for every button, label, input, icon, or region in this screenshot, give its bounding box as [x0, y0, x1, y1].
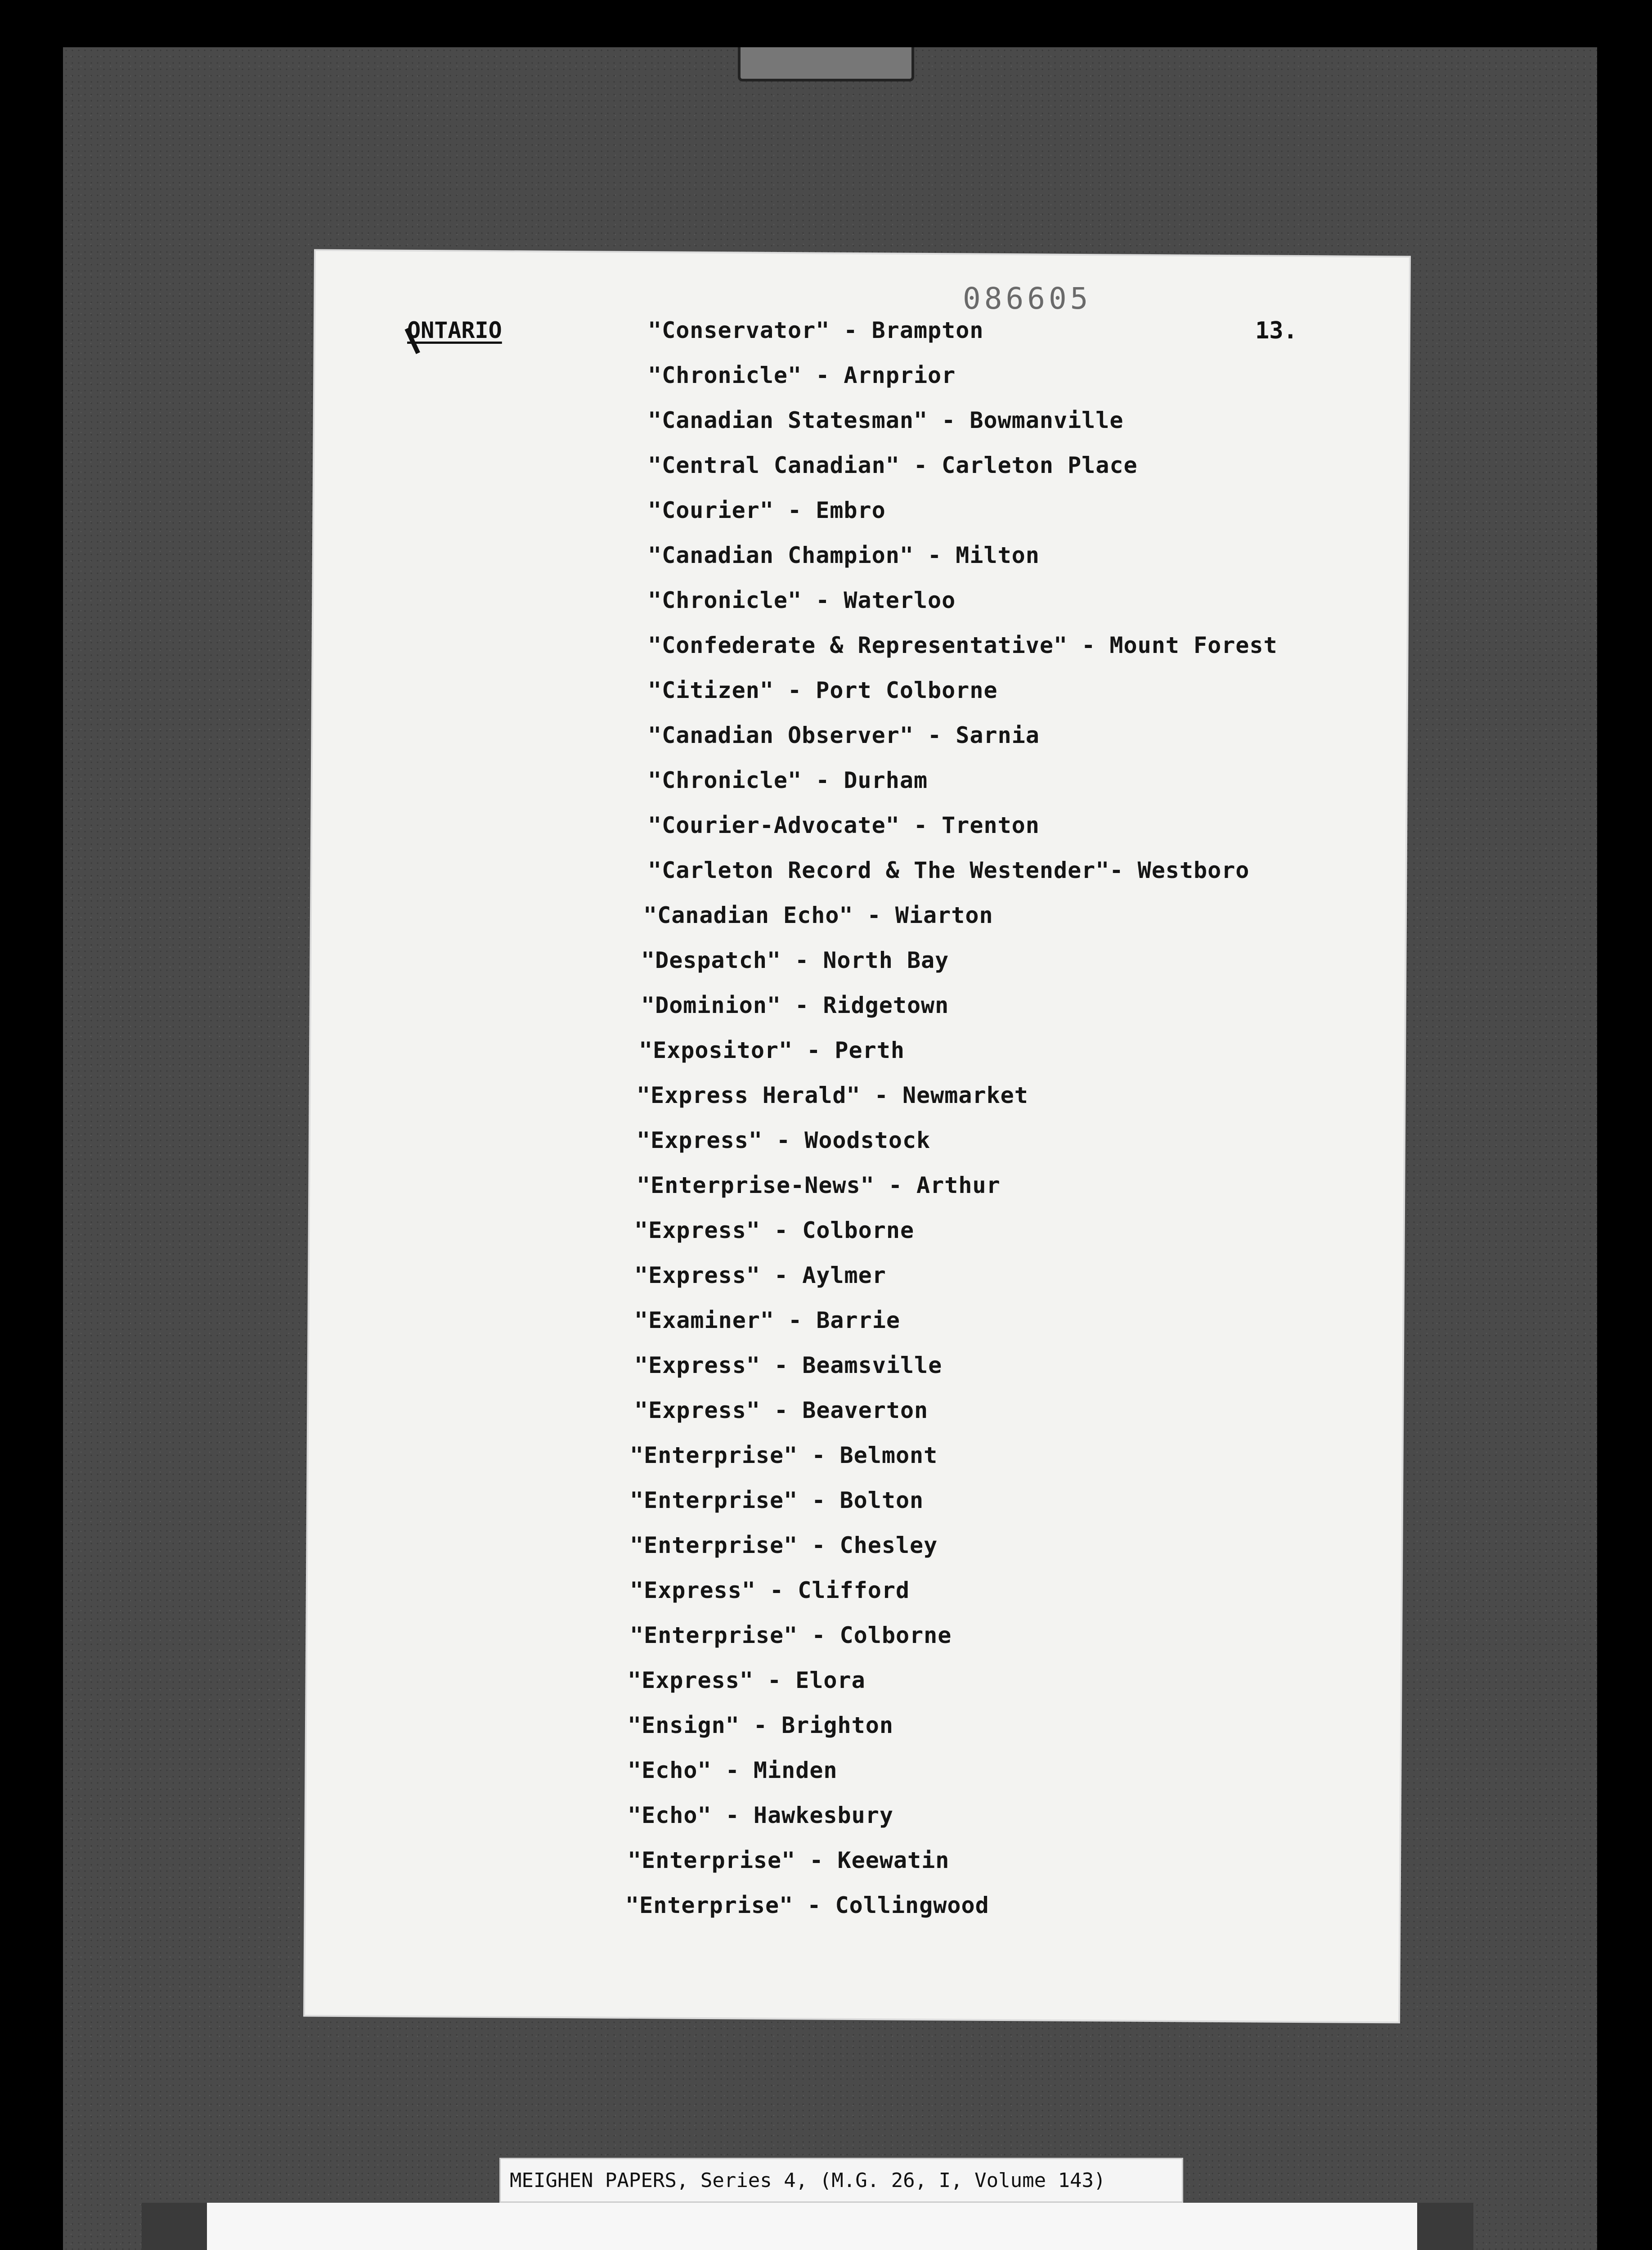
list-item: "Express Herald" - Newmarket — [637, 1082, 1028, 1108]
list-item: "Express" - Woodstock — [637, 1127, 931, 1153]
list-item: "Enterprise" - Belmont — [630, 1442, 938, 1468]
list-item: "Examiner" - Barrie — [634, 1307, 900, 1333]
list-item: "Echo" - Hawkesbury — [628, 1802, 893, 1828]
section-label: ONTARIO — [407, 317, 502, 343]
list-item: "Despatch" - North Bay — [641, 947, 949, 973]
list-item: "Central Canadian" - Carleton Place — [648, 452, 1138, 478]
list-item: "Enterprise" - Chesley — [630, 1532, 938, 1558]
list-item: "Courier-Advocate" - Trenton — [648, 812, 1040, 838]
list-item: "Canadian Observer" - Sarnia — [648, 722, 1040, 748]
list-item: "Express" - Elora — [628, 1667, 866, 1693]
list-item: "Expositor" - Perth — [639, 1037, 905, 1063]
list-item: "Express" - Clifford — [630, 1577, 910, 1603]
serial-number: 086605 — [963, 281, 1092, 316]
list-item: "Enterprise" - Bolton — [630, 1487, 924, 1513]
collection-label: MEIGHEN PAPERS, Series 4, (M.G. 26, I, Volume 143) — [499, 2158, 1183, 2203]
list-item: "Chronicle" - Arnprior — [648, 362, 956, 388]
list-item: "Chronicle" - Durham — [648, 767, 928, 793]
list-item: "Express" - Beamsville — [634, 1352, 943, 1378]
newspaper-list — [625, 317, 1278, 1937]
paper-clip — [738, 47, 914, 81]
list-item: "Carleton Record & The Westender"- Westboro — [648, 857, 1250, 883]
list-item: "Echo" - Minden — [628, 1757, 838, 1783]
list-item: "Express" - Beaverton — [634, 1397, 929, 1423]
list-item: "Express" - Aylmer — [634, 1262, 886, 1288]
list-item: "Canadian Echo" - Wiarton — [643, 902, 993, 928]
list-item: "Confederate & Representative" - Mount Forest — [648, 632, 1278, 658]
list-item: "Enterprise" - Keewatin — [628, 1847, 950, 1873]
list-item: "Express" - Colborne — [634, 1217, 915, 1243]
list-item: "Courier" - Embro — [648, 497, 886, 523]
list-item: "Dominion" - Ridgetown — [641, 992, 949, 1018]
list-item: "Citizen" - Port Colborne — [648, 677, 998, 703]
list-item: "Canadian Champion" - Milton — [648, 542, 1040, 568]
page-number: 13. — [1255, 317, 1297, 344]
list-item: "Enterprise" - Colborne — [630, 1622, 952, 1648]
archive-card — [207, 2203, 1417, 2250]
list-item: "Enterprise" - Collingwood — [625, 1892, 989, 1918]
list-item: "Ensign" - Brighton — [628, 1712, 893, 1738]
list-item: "Conservator" - Brampton — [648, 317, 984, 343]
list-item: "Enterprise-News" - Arthur — [637, 1172, 1001, 1198]
list-item: "Canadian Statesman" - Bowmanville — [648, 407, 1124, 433]
list-item: "Chronicle" - Waterloo — [648, 587, 956, 613]
